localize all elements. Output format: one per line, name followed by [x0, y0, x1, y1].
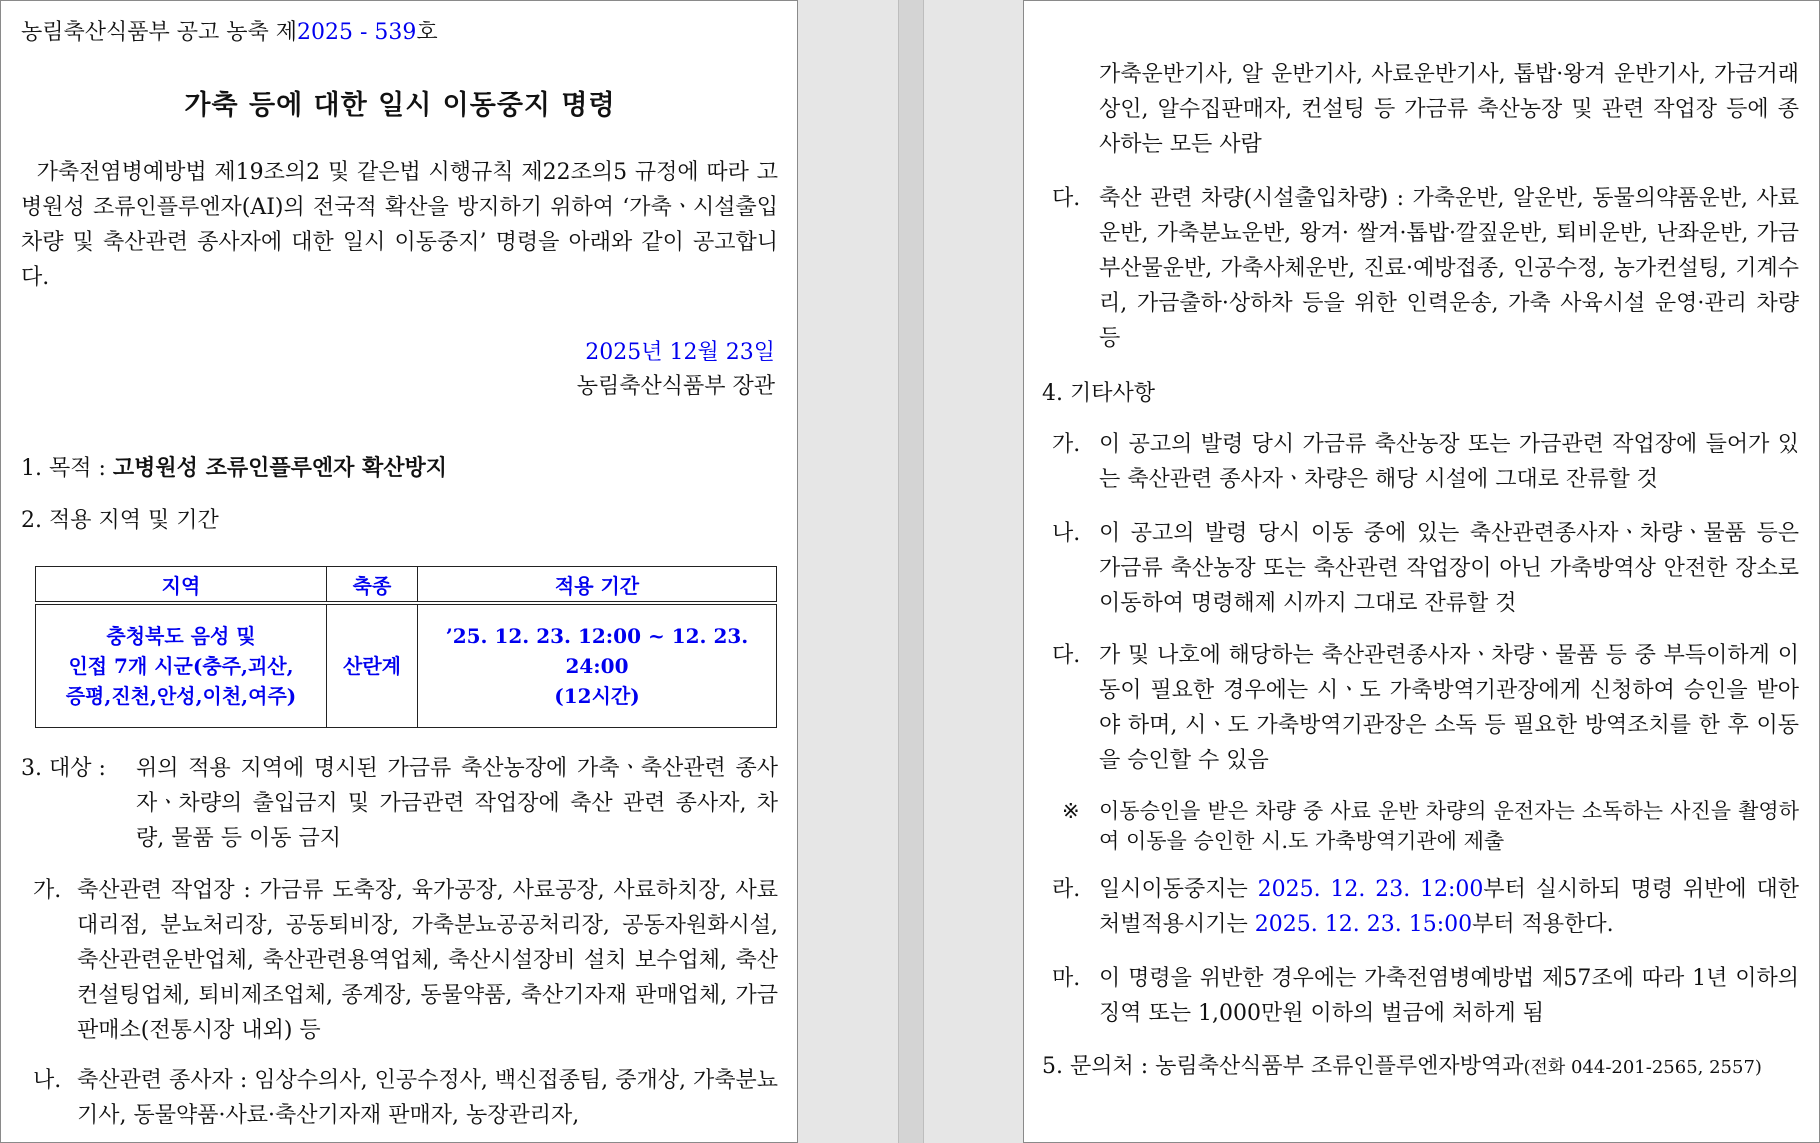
- table-cell-period: [418, 603, 777, 728]
- item-label: 나.: [33, 1068, 62, 1093]
- intro-paragraph: [21, 155, 778, 295]
- target-item-na-continued: [1099, 57, 1799, 162]
- item-label: 다.: [1052, 643, 1081, 668]
- period-line: (12시간): [554, 684, 640, 708]
- section-target-body: 위의 적용 지역에 명시된 가금류 축산농장에 가축ㆍ축산관련 종사자ㆍ차량의 출입금지 및 가금관련 작업장에 축산 관련 종사자, 차량, 물품 등 이동 금지: [136, 756, 778, 851]
- section-contact-dept: 농림축산식품부 조류인플루엔자방역과: [1155, 1054, 1524, 1079]
- ra-start-datetime: 2025. 12. 23. 12:00: [1257, 877, 1484, 902]
- section-contact-label: 5. 문의처 :: [1042, 1054, 1149, 1079]
- section-target: [21, 751, 778, 856]
- item-body: 이 공고의 발령 당시 가금류 축산농장 또는 가금관련 작업장에 들어가 있는 축산관련 종사자ㆍ차량은 해당 시설에 그대로 잔류할 것: [1099, 432, 1799, 492]
- section-contact-phone: (전화 044-201-2565, 2557): [1523, 1057, 1762, 1078]
- ra-penalty-datetime: 2025. 12. 23. 15:00: [1254, 912, 1473, 937]
- item-body: 축산 관련 차량(시설출입차량) : 가축운반, 알운반, 동물의약품운반, 사료운반, 가축분뇨운반, 왕겨· 쌀겨·톱밥·깔짚운반, 퇴비운반, 난좌운반, 가금부산물운반, 가축사체운반, 진료·예방접종, 인공수정, 농가컨설팅, 기계수리, 가금출하·상하차 등을 위한 인력운송, 가축 사육시설 운영·관리 차량 등: [1099, 186, 1799, 351]
- item-body: [1052, 872, 1799, 942]
- ra-text-1: 일시이동중지는: [1099, 877, 1258, 902]
- note-body: 이동승인을 받은 차량 중 사료 운반 차량의 운전자는 소독하는 사진을 촬영하여 이동을 승인한 시.도 가축방역기관에 제출: [1099, 799, 1799, 853]
- section-target-label: 3. 대상 :: [21, 756, 106, 781]
- other-item-ma: [1052, 961, 1799, 1031]
- section-region-period: 2. 적용 지역 및 기간: [21, 508, 219, 533]
- table-cell-region: [36, 603, 327, 728]
- section-purpose-value: 고병원성 조류인플루엔자 확산방지: [112, 455, 448, 481]
- item-label: 가.: [1052, 432, 1081, 457]
- period-line: ’25. 12. 23. 12:00 ~ 12. 23. 24:00: [445, 624, 749, 678]
- item-body: 축산관련 작업장 : 가금류 도축장, 육가공장, 사료공장, 사료하치장, 사료대리점, 분뇨처리장, 공동퇴비장, 가축분뇨공공처리장, 공동자원화시설, 축산관련운반업체, 축산관련용역업체, 축산시설장비 설치 보수업체, 축산컨설팅업체, 퇴비제조업체, 종계장, 동물약품, 축산기자재 판매업체, 가금판매소(전통시장 내외) 등: [77, 878, 778, 1043]
- ra-text-3: 부터 적용한다.: [1472, 912, 1614, 937]
- item-body: 가 및 나호에 해당하는 축산관련종사자ㆍ차량ㆍ물품 등 중 부득이하게 이동이 필요한 경우에는 시ㆍ도 가축방역기관장에게 신청하여 승인을 받아야 하며, 시ㆍ도 가축방역기관장은 소독 등 필요한 방역조치를 한 후 이동을 승인할 수 있음: [1099, 643, 1799, 773]
- item-label: 가.: [33, 878, 62, 903]
- region-line: 충청북도 음성 및: [106, 624, 256, 648]
- section-other: 4. 기타사항: [1042, 381, 1155, 406]
- item-label: 다.: [1052, 186, 1081, 211]
- table-cell-species: 산란계: [327, 603, 418, 728]
- other-item-ga: [1052, 427, 1799, 497]
- page-gap: [898, 0, 924, 1143]
- other-item-da: [1052, 638, 1799, 778]
- section-purpose: [21, 451, 778, 486]
- table-header-region: 지역: [36, 567, 327, 604]
- target-item-na: [33, 1063, 778, 1133]
- table-header-species: 축종: [327, 567, 418, 604]
- target-item-ga: [33, 873, 778, 1048]
- item-label: 라.: [1052, 877, 1081, 902]
- issuer: 농림축산식품부 장관: [576, 374, 775, 399]
- item-label: 나.: [1052, 521, 1081, 546]
- intro-text: 가축전염병예방법 제19조의2 및 같은법 시행규칙 제22조의5 규정에 따라 고병원성 조류인플루엔자(AI)의 전국적 확산을 방지하기 위하여 ‘가축ㆍ시설출입차량 및 축산관련 종사자에 대한 일시 이동중지’ 명령을 아래와 같이 공고합니다.: [21, 160, 778, 290]
- region-table: [35, 566, 777, 728]
- notice-number-prefix: 농림축산식품부 공고 농축 제: [21, 20, 298, 45]
- ra-text-2: 부터 실시하되 명령 위반에 대한 처벌적용시기는: [1099, 877, 1799, 937]
- document-title: 가축 등에 대한 일시 이동중지 명령: [184, 90, 616, 121]
- section-purpose-label: 1. 목적 :: [21, 456, 106, 481]
- table-header-period: 적용 기간: [418, 567, 777, 604]
- other-item-na: [1052, 516, 1799, 621]
- approval-note: [1062, 796, 1799, 856]
- item-body: 축산관련 종사자 : 임상수의사, 인공수정사, 백신접종팀, 중개상, 가축분뇨 기사, 동물약품·사료·축산기자재 판매자, 농장관리자,: [77, 1068, 778, 1128]
- note-mark: ※: [1062, 799, 1080, 823]
- section-contact: [1042, 1049, 1799, 1085]
- region-line: 인접 7개 시군(충주,괴산,: [68, 654, 294, 678]
- notice-date: 2025년 12월 23일: [585, 340, 775, 365]
- document-page-left: [0, 0, 798, 1143]
- notice-number-suffix: 호: [416, 20, 438, 45]
- notice-number-value: 2025 - 539: [297, 20, 417, 45]
- target-item-da: [1052, 181, 1799, 356]
- item-label: 마.: [1052, 966, 1081, 991]
- document-page-right: [1023, 0, 1820, 1143]
- other-item-ra: [1052, 872, 1799, 942]
- notice-number: [21, 15, 438, 46]
- table-row: [36, 603, 777, 728]
- region-line: 증평,진천,안성,이천,여주): [65, 684, 297, 708]
- item-body: 이 공고의 발령 당시 이동 중에 있는 축산관련종사자ㆍ차량ㆍ물품 등은 가금류 축산농장 또는 축산관련 작업장이 아닌 가축방역상 안전한 장소로 이동하여 명령해제 시까지 그대로 잔류할 것: [1099, 521, 1799, 616]
- item-body: 가축운반기사, 알 운반기사, 사료운반기사, 톱밥·왕겨 운반기사, 가금거래상인, 알수집판매자, 컨설팅 등 가금류 축산농장 및 관련 작업장 등에 종사하는 모든 사람: [1099, 62, 1799, 157]
- item-body: 이 명령을 위반한 경우에는 가축전염병예방법 제57조에 따라 1년 이하의 징역 또는 1,000만원 이하의 벌금에 처하게 됨: [1099, 966, 1799, 1026]
